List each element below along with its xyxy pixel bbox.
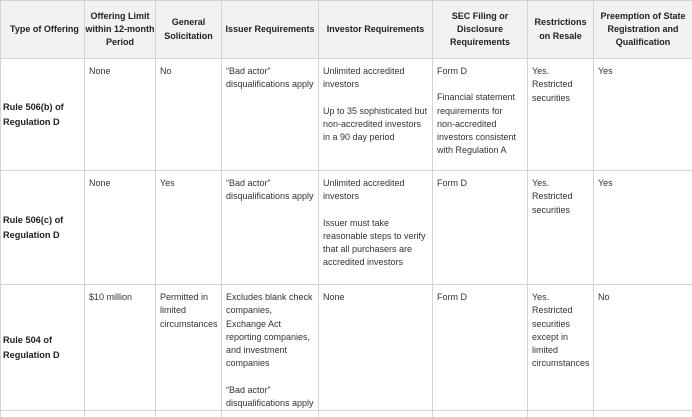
- preemption-cell: No: [594, 285, 692, 411]
- issuer-requirement-text: “Bad actor” disqualifications apply: [226, 384, 314, 411]
- offering-limit-cell: $10 million: [85, 285, 156, 411]
- offering-limit-cell: None: [85, 171, 156, 285]
- general-solicitation-cell: No: [156, 59, 222, 171]
- preemption-cell: Yes: [594, 59, 692, 171]
- header-issuer-requirements: Issuer Requirements: [222, 1, 319, 59]
- investor-requirement-text: Unlimited accredited investors: [323, 65, 428, 92]
- table-row: [1, 285, 692, 411]
- issuer-requirements-cell: “Bad actor” disqualifications apply: [222, 171, 319, 285]
- header-type-of-offering: Type of Offering: [1, 1, 85, 59]
- header-investor-requirements: Investor Requirements: [319, 1, 433, 59]
- investor-requirement-text: Unlimited accredited investors: [323, 177, 428, 204]
- issuer-requirement-text: Excludes blank check companies, Exchange Act reporting companies, and investment companies: [226, 291, 314, 371]
- offering-type-cell: Rule 506(b) of Regulation D: [1, 59, 85, 171]
- table-header-row: [1, 1, 692, 59]
- header-sec-filing: SEC Filing or Disclosure Requirements: [433, 1, 528, 59]
- preemption-cell: Yes: [594, 171, 692, 285]
- sec-filing-text: Form D: [437, 65, 523, 78]
- table-row: [1, 59, 692, 171]
- investor-requirements-cell: [319, 171, 433, 285]
- investor-requirement-text: Issuer must take reasonable steps to verify that all purchasers are accredited investors: [323, 217, 428, 270]
- header-offering-limit: Offering Limit within 12-month Period: [85, 1, 156, 59]
- general-solicitation-cell: Permitted in limited circumstances: [156, 285, 222, 411]
- table-row: [1, 171, 692, 285]
- sec-filing-text: Financial statement requirements for non-accredited investors consistent with Regulation A: [437, 91, 523, 157]
- investor-requirements-cell: [319, 59, 433, 171]
- restrictions-on-resale-cell: Yes. Restricted securities: [528, 59, 594, 171]
- investor-requirement-text: Up to 35 sophisticated but non-accredited investors in a 90 day period: [323, 105, 428, 145]
- header-general-solicitation: General Solicitation: [156, 1, 222, 59]
- investor-requirements-cell: None: [319, 285, 433, 411]
- issuer-requirements-cell: “Bad actor” disqualifications apply: [222, 59, 319, 171]
- sec-filing-cell: Form D: [433, 285, 528, 411]
- sec-filing-cell: [433, 59, 528, 171]
- restrictions-on-resale-cell: Yes. Restricted securities except in limited circumstances: [528, 285, 594, 411]
- general-solicitation-cell: Yes: [156, 171, 222, 285]
- offering-limit-cell: None: [85, 59, 156, 171]
- sec-filing-cell: Form D: [433, 171, 528, 285]
- issuer-requirements-cell: [222, 285, 319, 411]
- restrictions-on-resale-cell: Yes. Restricted securities: [528, 171, 594, 285]
- offering-type-cell: Rule 504 of Regulation D: [1, 285, 85, 411]
- header-preemption: Preemption of State Registration and Qualification: [594, 1, 692, 59]
- header-restrictions-on-resale: Restrictions on Resale: [528, 1, 594, 59]
- offering-type-cell: Rule 506(c) of Regulation D: [1, 171, 85, 285]
